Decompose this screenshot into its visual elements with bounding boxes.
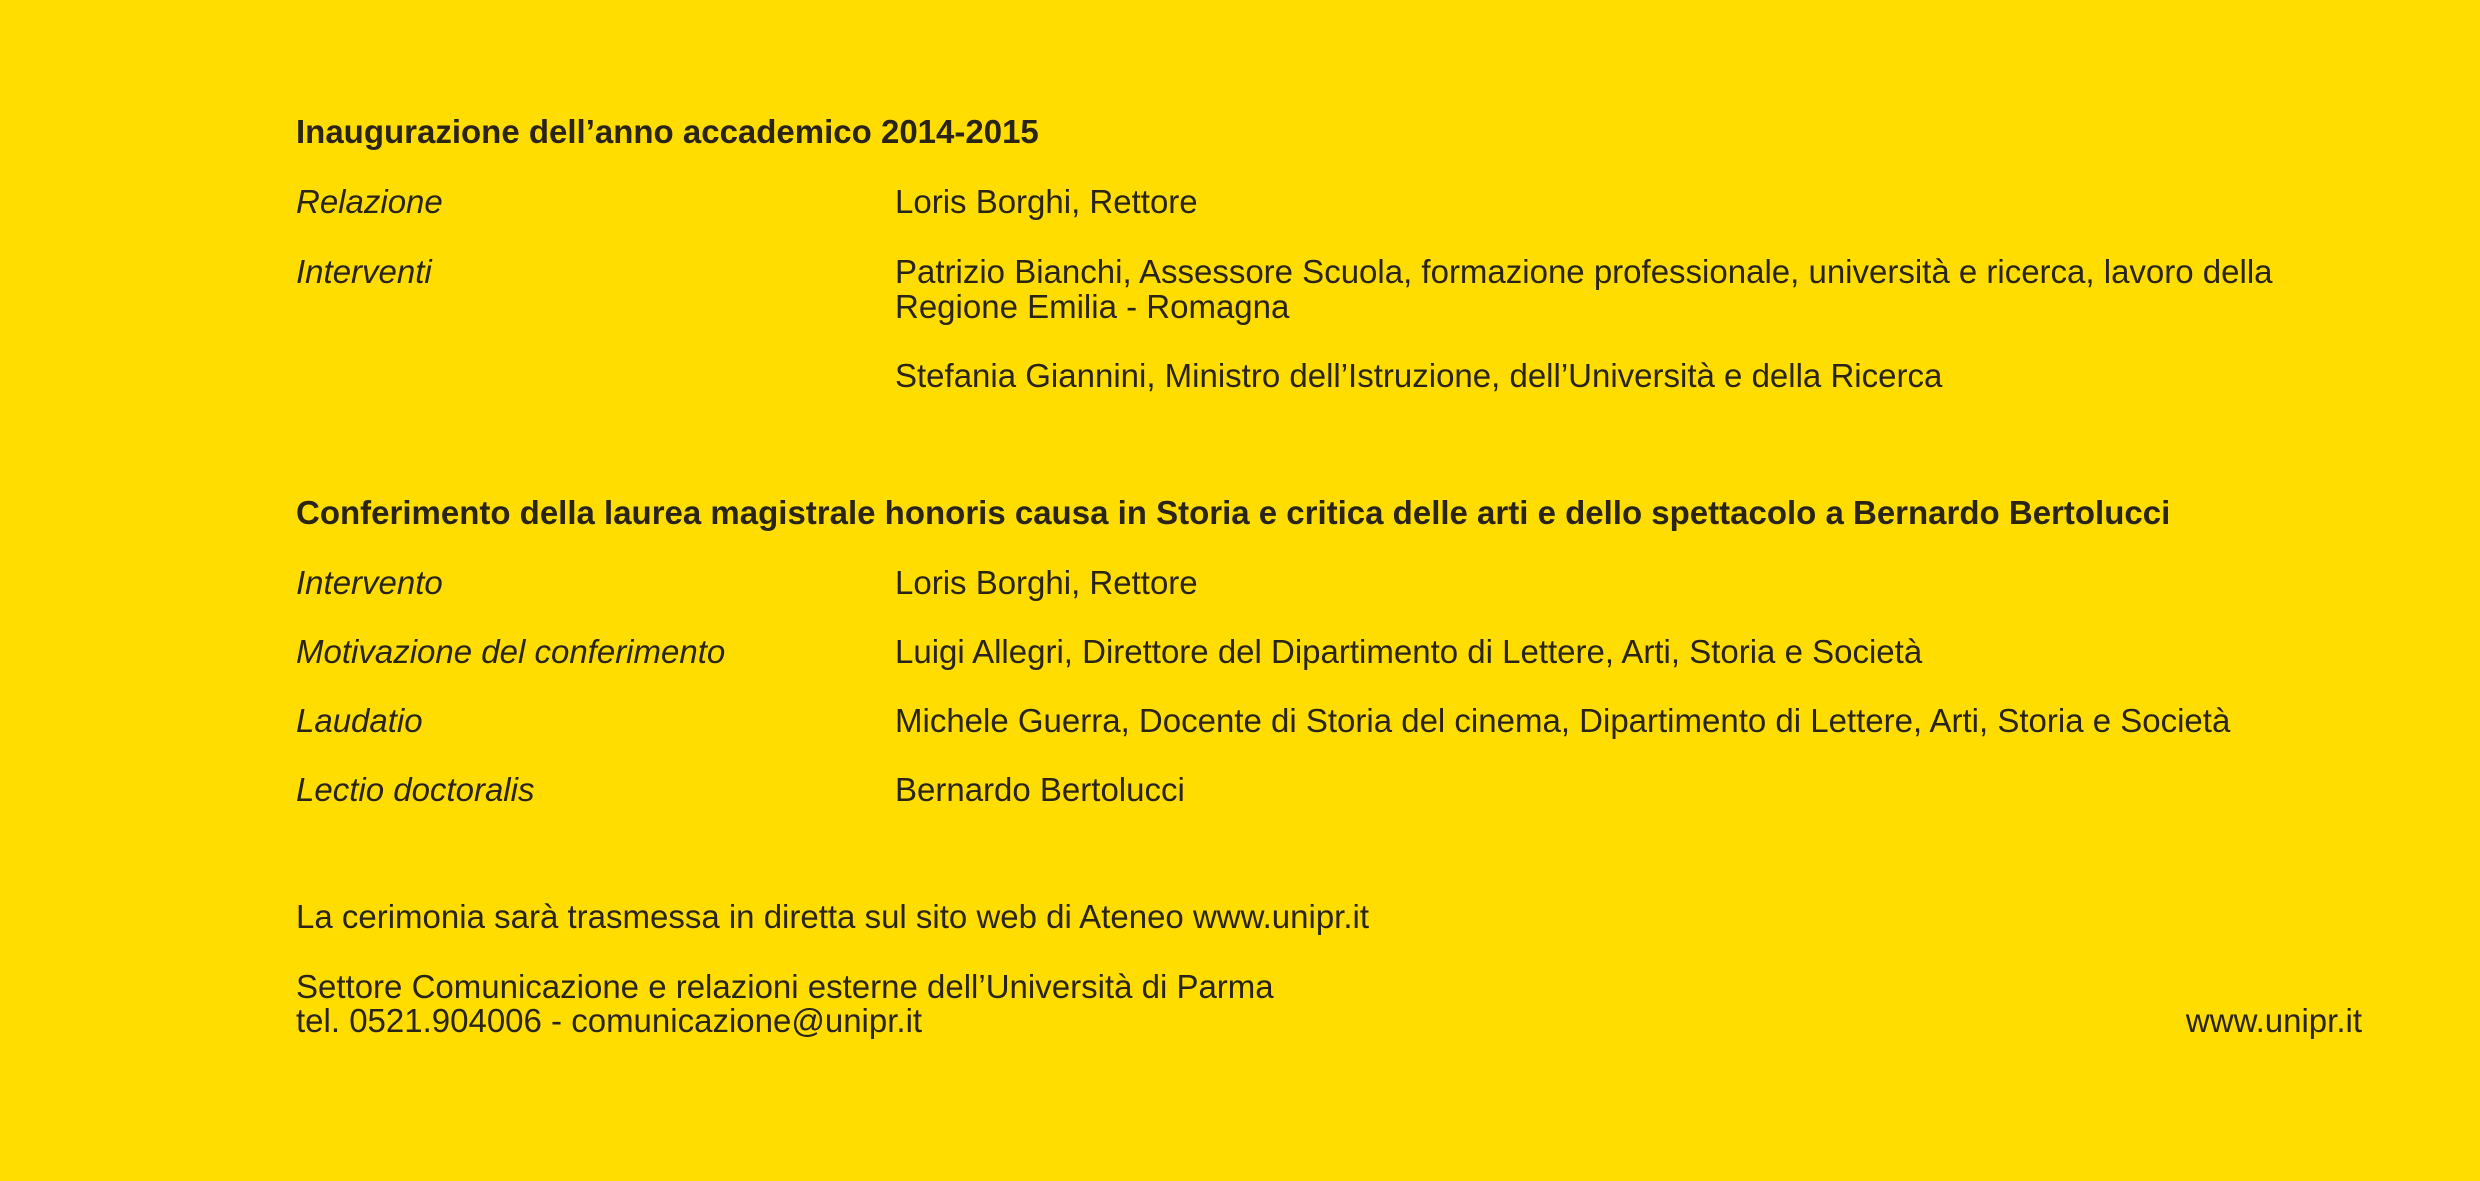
row-value-motivazione: Luigi Allegri, Direttore del Dipartimento di Lettere, Arti, Storia e Società — [895, 633, 1923, 670]
row-value-lectio: Bernardo Bertolucci — [895, 771, 1185, 808]
section-honoris-causa-heading: Conferimento della laurea magistrale honoris causa in Storia e critica delle arti e dello spettacolo a Bernardo Bertolucci — [296, 494, 2171, 531]
row-value-laudatio: Michele Guerra, Docente di Storia del cinema, Dipartimento di Lettere, Arti, Storia e Società — [895, 702, 2231, 739]
office-name: Settore Comunicazione e relazioni esterne dell’Università di Parma — [296, 968, 1274, 1005]
row-label-interventi: Interventi — [296, 253, 432, 290]
broadcast-notice: La cerimonia sarà trasmessa in diretta sul sito web di Ateneo www.unipr.it — [296, 898, 1370, 935]
row-value-interventi: Patrizio Bianchi, Assessore Scuola, formazione professionale, università e ricerca, lavoro della Regione Emilia - Romagna — [895, 253, 2273, 325]
website-link[interactable]: www.unipr.it — [2185, 1002, 2362, 1039]
row-label-laudatio: Laudatio — [296, 702, 423, 739]
row-label-relazione: Relazione — [296, 183, 443, 220]
row-value-relazione: Loris Borghi, Rettore — [895, 183, 1198, 220]
contact-info: tel. 0521.904006 - comunicazione@unipr.it — [296, 1002, 923, 1039]
row-label-intervento: Intervento — [296, 564, 443, 601]
section-inauguration-heading: Inaugurazione dell’anno accademico 2014-2015 — [296, 113, 1039, 150]
row-value-interventi-2: Stefania Giannini, Ministro dell’Istruzione, dell’Università e della Ricerca — [895, 357, 1943, 394]
row-label-motivazione: Motivazione del conferimento — [296, 633, 726, 670]
row-label-lectio: Lectio doctoralis — [296, 771, 535, 808]
row-value-intervento: Loris Borghi, Rettore — [895, 564, 1198, 601]
